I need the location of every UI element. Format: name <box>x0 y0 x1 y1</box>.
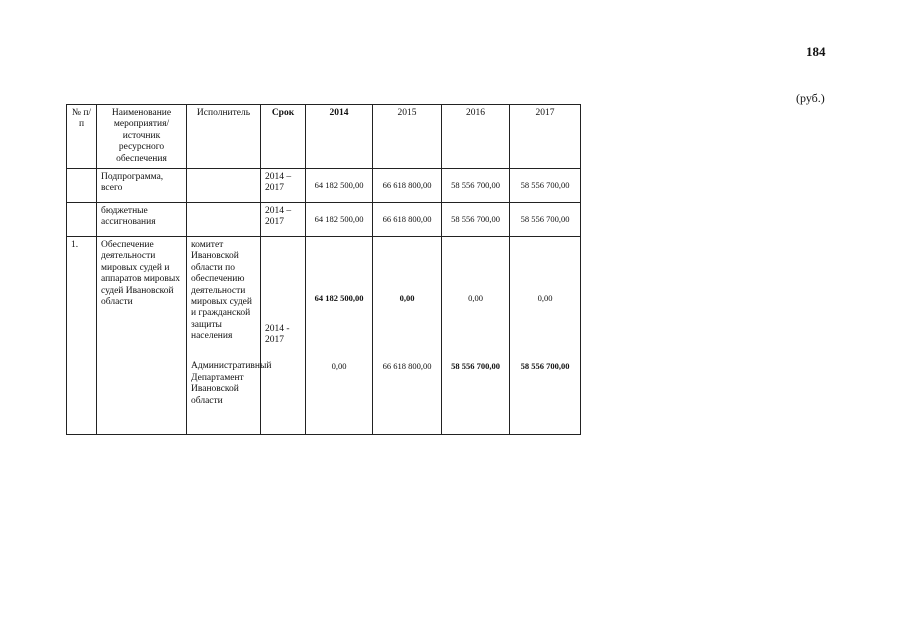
row-name: бюджетные ассигнования <box>97 202 187 236</box>
row-term: 2014 – 2017 <box>261 202 306 236</box>
item-executor-1-value-2014: 64 182 500,00 <box>306 236 373 358</box>
item-executor-1-value-2015: 0,00 <box>373 236 442 358</box>
header-2017: 2017 <box>510 105 581 169</box>
table-header-row <box>67 105 581 169</box>
row-value-2016: 58 556 700,00 <box>442 168 510 202</box>
row-term: 2014 – 2017 <box>261 168 306 202</box>
row-value-2014: 64 182 500,00 <box>306 202 373 236</box>
table-row-item-1-executor-1 <box>67 236 581 358</box>
unit-label: (руб.) <box>796 91 825 105</box>
row-num <box>67 168 97 202</box>
row-value-2015: 66 618 800,00 <box>373 168 442 202</box>
header-2014: 2014 <box>306 105 373 169</box>
row-value-2015: 66 618 800,00 <box>373 202 442 236</box>
item-executor-2: Административный Департамент Ивановской области <box>187 358 261 434</box>
header-executor: Исполнитель <box>187 105 261 169</box>
row-num <box>67 202 97 236</box>
item-num: 1. <box>67 236 97 434</box>
row-value-2017: 58 556 700,00 <box>510 168 581 202</box>
header-term: Срок <box>261 105 306 169</box>
item-executor-1-value-2017: 0,00 <box>510 236 581 358</box>
table-row <box>67 202 581 236</box>
item-executor-2-value-2014: 0,00 <box>306 358 373 434</box>
header-2016: 2016 <box>442 105 510 169</box>
row-executor <box>187 202 261 236</box>
item-executor-2-value-2015: 66 618 800,00 <box>373 358 442 434</box>
header-num: № п/п <box>67 105 97 169</box>
item-executor-2-value-2017: 58 556 700,00 <box>510 358 581 434</box>
row-value-2017: 58 556 700,00 <box>510 202 581 236</box>
row-name: Подпрограмма, всего <box>97 168 187 202</box>
item-name: Обеспечение деятельности мировых судей и аппаратов мировых судей Ивановской области <box>97 236 187 434</box>
page-number: 184 <box>806 44 826 59</box>
item-executor-2-value-2016: 58 556 700,00 <box>442 358 510 434</box>
row-executor <box>187 168 261 202</box>
item-executor-1: комитет Ивановской области по обеспечению деятельности мировых судей и гражданской защиты населения <box>187 236 261 358</box>
table-row <box>67 168 581 202</box>
row-value-2014: 64 182 500,00 <box>306 168 373 202</box>
item-term: 2014 - 2017 <box>261 236 306 434</box>
header-name: Наименование мероприятия/источник ресурсного обеспечения <box>97 105 187 169</box>
item-executor-1-value-2016: 0,00 <box>442 236 510 358</box>
budget-table <box>66 104 581 435</box>
header-2015: 2015 <box>373 105 442 169</box>
row-value-2016: 58 556 700,00 <box>442 202 510 236</box>
